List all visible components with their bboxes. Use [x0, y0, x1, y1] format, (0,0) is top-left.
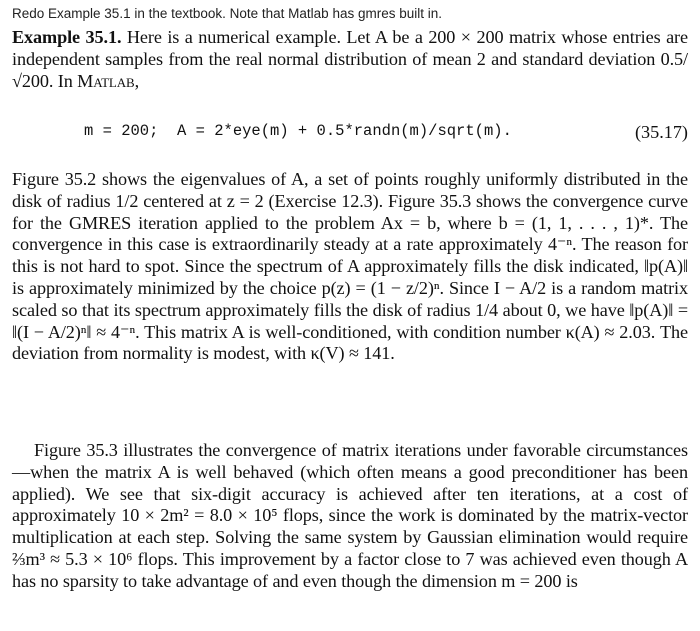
- matlab-code-line: m = 200; A = 2*eye(m) + 0.5*randn(m)/sqrt(m).: [84, 122, 512, 140]
- equation-number: (35.17): [634, 122, 688, 142]
- code-equation: [12, 122, 688, 144]
- matlab-word: Matlab: [77, 70, 135, 91]
- instruction-note: Redo Example 35.1 in the textbook. Note that Matlab has gmres built in.: [12, 6, 442, 21]
- example-intro-end: ,: [134, 70, 140, 91]
- example-heading: Example 35.1.: [12, 27, 122, 47]
- example-paragraph: [12, 27, 688, 92]
- example-intro: Here is a numerical example. Let A be a 200 × 200 matrix whose entries are independent samples from the real normal distribution of mean 2 and standard deviation 0.5/√200. In: [12, 27, 688, 91]
- convergence-paragraph: Figure 35.3 illustrates the convergence of matrix iterations under favorable circumstances—when the matrix A is well behaved (which often means a good preconditioner has been applied). We see that six-digit accuracy is achieved after ten iterations, at a cost of approximately 10 × 2m² = 8.0 × 10⁵ flops, since the work is dominated by the matrix-vector multiplication at each step. Solving the same system by Gaussian elimination would require ⅔m³ ≈ 5.3 × 10⁶ flops. This improvement by a factor close to 7 was achieved even though A has no sparsity to take advantage of and even though the dimension m = 200 is: [12, 440, 688, 591]
- eigenvalue-paragraph: Figure 35.2 shows the eigenvalues of A, a set of points roughly uniformly distributed in the disk of radius 1/2 centered at z = 2 (Exercise 12.3). Figure 35.3 shows the convergence curve for the GMRES iteration applied to the problem Ax = b, where b = (1, 1, . . . , 1)*. The convergence in this case is extraordinarily steady at a rate approximately 4⁻ⁿ. The reason for this is not hard to spot. Since the spectrum of A approximately fills the disk indicated, ‖p(A)‖ is approximately minimized by the choice p(z) = (1 − z/2)ⁿ. Since I − A/2 is a random matrix scaled so that its spectrum approximately fills the disk of radius 1/4 about 0, we have ‖p(A)‖ = ‖(I − A/2)ⁿ‖ ≈ 4⁻ⁿ. This matrix A is well-conditioned, with condition number κ(A) ≈ 2.03. The deviation from normality is modest, with κ(V) ≈ 141.: [12, 169, 688, 364]
